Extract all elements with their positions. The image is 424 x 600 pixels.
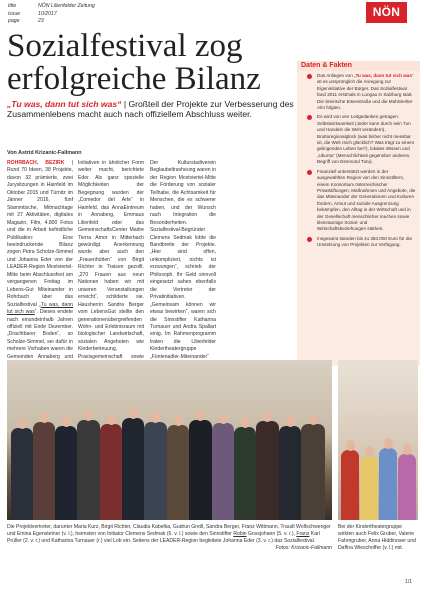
headline-line-1: Sozialfestival zog — [7, 28, 243, 64]
meta-row — [8, 11, 95, 19]
person-head — [129, 408, 138, 419]
person-figure — [11, 428, 33, 520]
person-head — [40, 412, 49, 423]
meta-row — [8, 3, 95, 11]
person-head — [309, 414, 318, 425]
meta-value: 10/2017 — [38, 10, 57, 17]
person-head — [241, 417, 250, 428]
fact-text: Es wird von vier Leitgedanken getragen: Selbstwirksamkeit (Jeder kann durch sein Tun und Handeln die Welt verändern), Bruttoregionalglück (was bisher nicht messbar ist, die Welt reich glücklich? Was trägt zu einem gelingenden Leben bei?), lokales Wissen und „Ubuntu“ (Menschlichkeit gegenüber anderen, Begriff von Desmond Tutu). — [317, 114, 415, 165]
person-figure — [122, 418, 144, 520]
person-head — [263, 411, 272, 422]
article-column-1 — [7, 160, 73, 376]
noen-logo: NÖN — [366, 2, 407, 23]
fact-text: Das Anliegen von „ — [317, 73, 356, 78]
person-head — [18, 418, 27, 429]
caption-text-2: Gossjohann (5. v. r.), — [246, 531, 297, 537]
lead-paragraph — [7, 99, 307, 120]
person-head — [196, 410, 205, 421]
person-head — [151, 412, 160, 423]
meta-key: title — [8, 3, 17, 9]
bullet-icon — [307, 237, 312, 242]
person-figure — [189, 420, 212, 520]
person-head — [365, 446, 374, 457]
person-figure — [33, 422, 55, 520]
fact-item — [317, 114, 416, 165]
meta-value: 23 — [38, 18, 44, 24]
person-head — [403, 444, 412, 455]
column-2-text: Initiativen in ähnlicher Form weiter macht, berichtete Eder. Als ganz spezielle Möglichkeiten der Begegnung wurden der „Comedor del Arte“ in Hainfeld, das AnnaEintreum in Annaberg, Emmaus Lilienfeld oder das GemeinschaftsCenter Madre Tierra Amor in Mitterbach gewürdigt. Anerkennung wurde aber auch den „Frauenhütten“ von Birgit Richter in Traisen gezollt. „270 Frauen aus neun Nationen haben wir mit unseren Veranstaltungen erreicht“, schilderte sie. Hausherrin Sandra Berger vom LebensGut stellte den generationenübergreifenden Wohn- und Erlebnisraum mit biologischer Landwirtschaft, sozialen Angeboten wie Kinderbetreuung, Praxisgemeinschaft sowie — [78, 160, 144, 360]
facts-box — [297, 71, 420, 366]
person-figure — [256, 421, 279, 520]
children-photo-caption: Bei der Kindertheatergruppe wirkten auch Felix Gruber, Valerie Fahrngruber, Anna Hiddinoser und Daffna Wieschoffer (v. l.) mit. — [338, 524, 416, 551]
person-head — [62, 416, 71, 427]
caption-text-1: Die Projektvertreter, darunter Maria Kurz, Birgit Richter, Claudia Kabelka, Gudrun Greill, Sandra Berger, Franz Wittmann, Traudl Wolfschwenger und Emina Egenstetner (v. l.), heimsten von Initiator Clemens Sedmak (6. v. l.) sowie den Sinnstifter — [7, 524, 331, 537]
dateline: ROHRBACH, BEZIRK — [7, 160, 65, 166]
person-figure — [234, 427, 256, 520]
fact-text: Finanziell unterstützt werden in der ausgewählten Region von den Sinnstiftern, einem Konsortium österreichischer Privatstiftungen, Maßnahmen und Angebote, die das Miteinander der Generationen und Kulturen fördern, Armut und soziale Ausgrenzung bekämpfen, den Alltag in der Wirtschaft und in der Gesellschaft menschlicher machen sowie kleinräumige Sozial- und Wirtschaftsbeziehungen stärken. — [317, 168, 416, 232]
caption-underlined-1: Robin — [233, 531, 247, 537]
column-1-text-2: “. Dieses endete nach einundeinhalb Jahren offiziell mit Ende Dezember. „Drachtbarer Boden“, so Scholze-Simmel, sei dafür in mehrere Vorhaben waren die Gemeinden Annaberg und — [7, 309, 73, 360]
person-head — [286, 416, 295, 427]
bullet-icon — [307, 170, 312, 175]
bullet-icon — [307, 115, 312, 120]
group-photo — [7, 360, 332, 520]
person-head — [384, 438, 393, 449]
caption-underlined-2: Franz — [296, 531, 310, 537]
person-head — [107, 414, 116, 425]
person-head — [84, 410, 93, 421]
meta-block — [8, 3, 95, 26]
meta-key: page — [8, 18, 20, 24]
column-1-text: | Rund 70 Ideen, 38 Projekte, davon 32 prämierte, zwei Jurysitzungen in Hainfeld im Oktober 2015 und Türnitz im Jänner 2016, fünf Stammtische, Mitmachtage mit 27 Aktivitäten, digitales Magazin, Film, 4.800 Fotos und die in Arbeit befindliche Publikation: Eine beeindruckende Bilanz zogen Petra Scholze-Simmel und Johanna Eder von der LEADER-Region Mostviertel-Mitte beim Abschlussfest am vergangenen Freitag im Lebens-Gut Miteinander in Rohrbach über das Sozialfestival „ — [7, 160, 73, 308]
fact-item — [317, 169, 416, 233]
headline — [7, 30, 307, 96]
person-figure — [301, 424, 325, 520]
meta-key: issue — [8, 10, 21, 17]
headline-line-2: erfolgreiche Bilanz — [7, 61, 261, 97]
person-head — [219, 413, 228, 424]
person-figure — [398, 454, 416, 520]
meta-value: NÖN Lilienfelder Zeitung — [38, 3, 95, 9]
person-figure — [212, 423, 234, 520]
person-figure — [167, 425, 189, 520]
person-figure — [144, 422, 167, 520]
column-1-underlined: Tu was, dann tut sich was — [7, 301, 73, 316]
facts-header: Daten & Fakten — [297, 61, 420, 71]
person-figure — [55, 426, 77, 520]
fact-item — [317, 73, 416, 111]
author-line: Von Astrid Krizanic-Fallmann — [7, 150, 82, 156]
person-figure — [100, 424, 122, 520]
page-number: 1/1 — [405, 579, 412, 585]
meta-row — [8, 18, 95, 26]
children-photo — [338, 360, 418, 520]
lead-quote: „Tu was, dann tut sich was“ — [7, 99, 122, 109]
fact-text: Insgesamt standen bis zu 350.000 Euro für die Umsetzung von Projekten zur Verfügung. — [317, 235, 412, 248]
group-photo-caption — [7, 524, 332, 552]
person-figure — [341, 450, 359, 520]
column-3-text: Der Kulturstadtverein Beglaubeltravheung waren in der Region Mostviertel-Mitte die Förderung von sozialer Teilhabe, die Achtsamkeit für Menschen, die es schwerer haben, und der Wunsch nach Integration die Besonderheiten. Sozialfestival-Begründer Clemens Sedmak lobte die Bandbreite der Projekte. „Hier sind offen, unkompliziert, nichts ist erzwungen“, schrieb der Philosoph. Ihr Geld sinnvoll eingesetzt sahen ebenfalls die Vertreter der Privatinitiativen. „Gemeinsam können wir etwas bewirken“, waren sich die Sinnstifter Katharina Turnauer und Andra Spallart einig. Im Rahmenprogramm traten die Lilienfelder Kindertheatergruppe „Füntenadler-Miteinander“ — [150, 160, 216, 360]
caption-text-3: Karl Prüller (2. v. r.) und Katharina Turnauer (r.) viel Lob ein. Seitens der LEADER-Region begleitete Johanna Eder (3. v. r.) das Sozialfestival. — [7, 531, 320, 544]
person-head — [346, 440, 355, 451]
photo-credit: Fotos: Krizanic-Fallmann — [275, 545, 332, 551]
person-head — [174, 415, 183, 426]
person-figure — [379, 448, 397, 520]
fact-text-2: “ ist es unsprünglich die Anregung zur Eigeninitiative der Bürger. Das Sozialfestival fand 2011 erstmals in Lungau in Salzburg statt. Die Steirische Eisenstraße und die Mühlviertler Alm folgten. — [317, 73, 414, 111]
person-figure — [360, 456, 378, 520]
bullet-icon — [307, 74, 312, 79]
fact-item — [317, 236, 416, 249]
fact-highlight: Tu was, dann tut sich was — [355, 73, 412, 78]
lead-text: | Großteil der Projekte zur Verbesserung des Zusammenlebens macht auch nach offiziellem Abschluss weiter. — [7, 99, 294, 120]
person-figure — [279, 426, 301, 520]
person-figure — [77, 420, 100, 520]
